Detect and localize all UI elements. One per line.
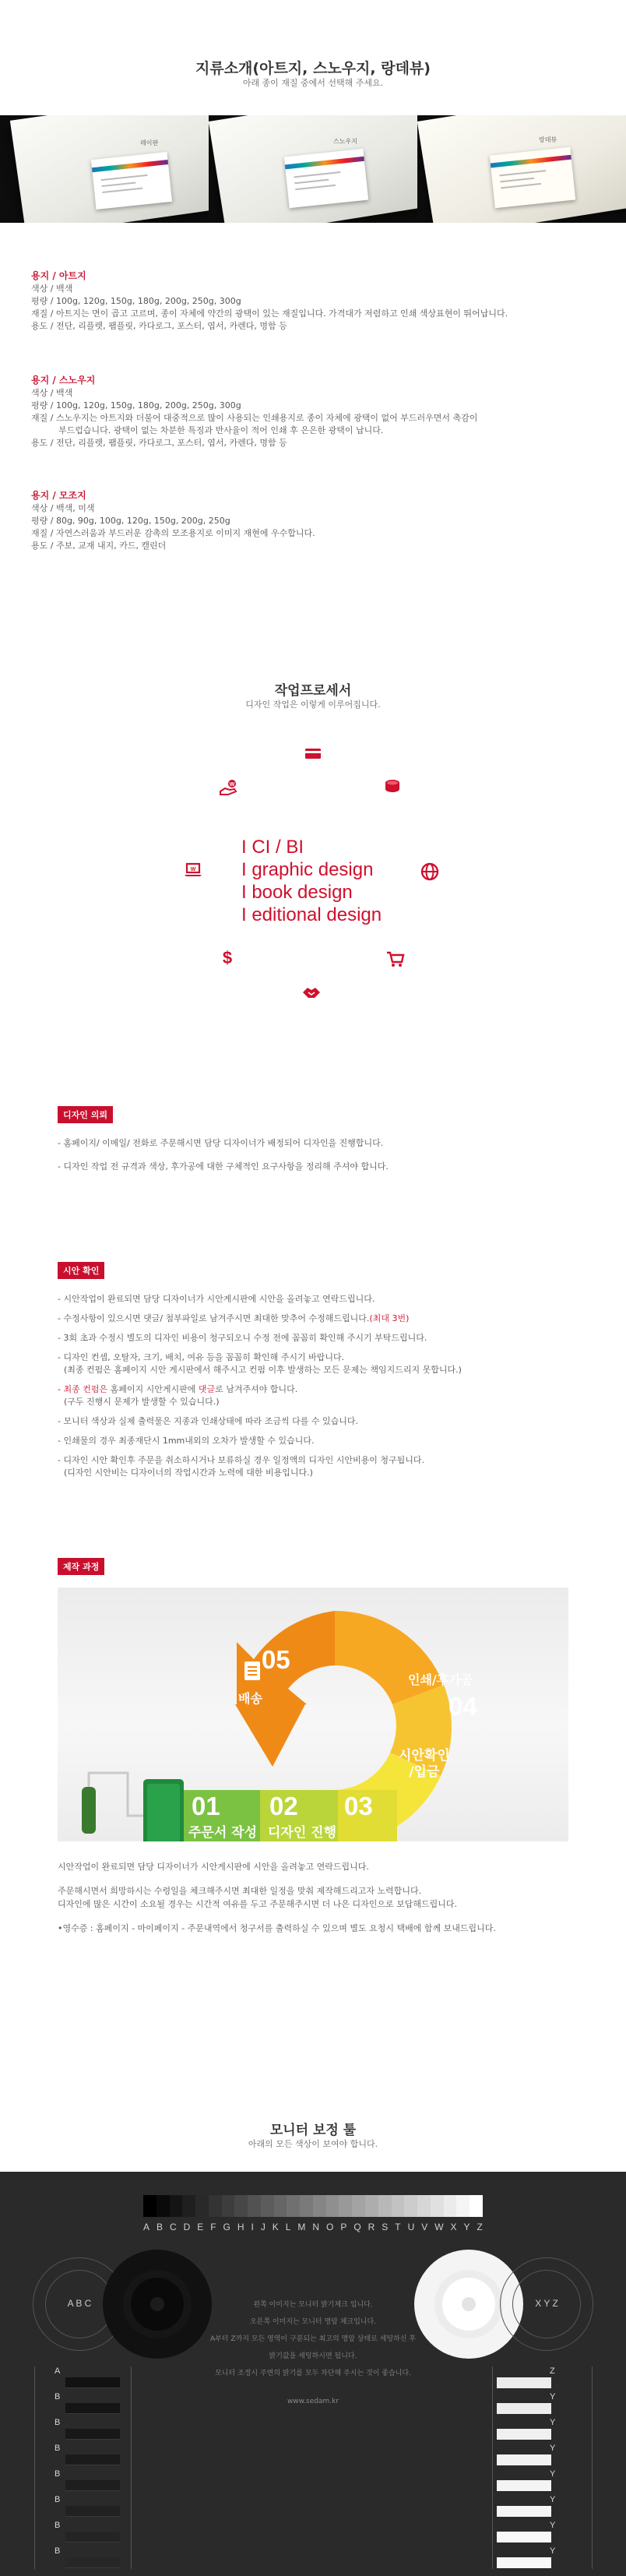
note-item: - 홈페이지/ 이메일/ 전화로 주문해시면 담당 디자이너가 배정되어 디자인을 진행합니다. bbox=[58, 1138, 384, 1148]
paper-title: 용지 / 아트지 bbox=[31, 270, 86, 281]
swatch bbox=[497, 2480, 551, 2491]
swatch-letter: A bbox=[55, 2366, 61, 2376]
paper-line: 용도 / 주보, 교재 내지, 카드, 캘린더 bbox=[31, 541, 167, 551]
step-03-label bbox=[399, 1748, 450, 1781]
swatch-letter: B bbox=[55, 2392, 61, 2402]
grayscale-step bbox=[326, 2195, 339, 2217]
grayscale-step bbox=[456, 2195, 470, 2217]
left-circle-label: A B C bbox=[67, 2298, 92, 2309]
note-item: - 모니터 색상과 실제 출력물은 지종과 인쇄상태에 따라 조금씩 다를 수 있습니다. bbox=[58, 1416, 358, 1426]
production-tag: 제작 과정 bbox=[58, 1558, 104, 1575]
note-text: - 디자인 시안 확인후 주문을 취소하시거나 보류하실 경우 일정액의 디자인 시안비용이 청구됩니다. bbox=[58, 1455, 424, 1465]
grayscale-letter: V bbox=[421, 2222, 428, 2232]
grayscale-step bbox=[170, 2195, 183, 2217]
instruction-line: 왼쪽 이미지는 모니터 밝기체크 입니다. bbox=[253, 2301, 373, 2309]
swatch bbox=[497, 2429, 551, 2440]
paper-block-snow bbox=[31, 374, 607, 449]
grayscale-bar bbox=[143, 2195, 483, 2217]
grayscale-step bbox=[431, 2195, 444, 2217]
note-item bbox=[58, 1313, 603, 1325]
note-highlight: 댓글 bbox=[198, 1384, 216, 1394]
note-item: - 디자인 작업 전 규격과 색상, 후가공에 대한 구체적인 요구사항을 정리해 주셔야 합니다. bbox=[58, 1161, 389, 1172]
handshake-icon bbox=[301, 981, 322, 1003]
process-ring bbox=[164, 728, 462, 1027]
paper-line: 평량 / 100g, 120g, 150g, 180g, 200g, 250g, 300g bbox=[31, 400, 241, 411]
grayscale-step bbox=[156, 2195, 170, 2217]
grayscale-step bbox=[195, 2195, 209, 2217]
production-notes bbox=[58, 1860, 603, 1935]
paper-photo-label: 레이판 bbox=[140, 139, 159, 146]
grayscale-letter: A bbox=[143, 2222, 150, 2232]
step-05-num: 05 bbox=[262, 1645, 290, 1674]
note-text: 홈페이지 시안게시판에 bbox=[107, 1384, 199, 1394]
note-sub: (최종 컨펌은 홈페이지 시안 게시판에서 해주시고 컨펌 이후 발생하는 모든 문제는 책임지드리지 못합니다.) bbox=[64, 1365, 462, 1375]
paper-line: 색상 / 백색 bbox=[31, 388, 73, 398]
step-01-num: 01 bbox=[192, 1792, 220, 1820]
swatch-letter: Y bbox=[550, 2392, 556, 2402]
grayscale-step bbox=[234, 2195, 248, 2217]
note-highlight: - 최종 컨펌은 bbox=[58, 1384, 108, 1394]
grayscale-letter: L bbox=[285, 2222, 291, 2232]
swatch bbox=[65, 2480, 120, 2491]
swatch bbox=[65, 2377, 120, 2388]
grayscale-letter: Y bbox=[463, 2222, 470, 2232]
grayscale-step bbox=[261, 2195, 274, 2217]
paper-line: 평량 / 100g, 120g, 150g, 180g, 200g, 250g, 300g bbox=[31, 296, 241, 306]
site-url: www.sedam.kr bbox=[287, 2398, 339, 2405]
grayscale-letters bbox=[143, 2222, 483, 2232]
swatch bbox=[65, 2557, 120, 2568]
production-ring-graphic bbox=[58, 1588, 568, 1841]
swatch-letter: Y bbox=[550, 2444, 556, 2453]
paper-intro-title: 지류소개(아트지, 스노우지, 랑데뷰) bbox=[195, 60, 431, 77]
note-item bbox=[58, 1454, 603, 1479]
grayscale-letter: P bbox=[340, 2222, 347, 2232]
grayscale-letter: R bbox=[368, 2222, 375, 2232]
process-subtitle: 디자인 작업은 이렇게 이루어집니다. bbox=[245, 700, 381, 710]
swatch bbox=[497, 2454, 551, 2465]
paper-photo-rendezvous bbox=[417, 115, 626, 223]
grayscale-letter: M bbox=[297, 2222, 306, 2232]
paper-line: 용도 / 전단, 리플렛, 팸플릿, 카다로그, 포스터, 엽서, 카렌다, 명함 등 bbox=[31, 438, 287, 448]
grayscale-letter: U bbox=[407, 2222, 415, 2232]
swatch-letter: B bbox=[55, 2469, 61, 2479]
note-item: - 인쇄물의 경우 최종재단시 1mm내외의 오차가 발생할 수 있습니다. bbox=[58, 1436, 315, 1446]
coin-stack-icon bbox=[382, 775, 403, 797]
grayscale-step bbox=[313, 2195, 326, 2217]
grayscale-letter: D bbox=[183, 2222, 191, 2232]
swatch bbox=[497, 2557, 551, 2568]
instruction-line: A부터 Z까지 모든 영역이 구분되는 최고의 명암 상태로 세팅하신 후 bbox=[209, 2335, 417, 2343]
confirm-notes bbox=[58, 1293, 603, 1486]
instruction-line: 밝기값을 세팅하시면 됩니다. bbox=[269, 2352, 357, 2360]
swatch-letter: Y bbox=[550, 2418, 556, 2427]
paper-photo-label: 스노우지 bbox=[333, 138, 357, 145]
confirm-tag: 시안 확인 bbox=[58, 1262, 104, 1279]
consult-tag: 디자인 의뢰 bbox=[58, 1106, 113, 1123]
note-text: - 디자인 컨셉, 오탈자, 크기, 배치, 여유 등을 꼼꼼히 확인해 주시기 바랍니다. bbox=[58, 1352, 345, 1362]
process-title: 작업프로세서 bbox=[274, 683, 352, 699]
swatch-letter: B bbox=[55, 2418, 61, 2427]
note-highlight: (최대 3번) bbox=[369, 1313, 410, 1323]
swatch-letter: B bbox=[55, 2546, 61, 2556]
paper-line: 재질 / 아트지는 면이 곱고 고르며, 종이 자체에 약간의 광택이 있는 재질입니다. 가격대가 저렴하고 인쇄 색상표현이 뛰어납니다. bbox=[31, 308, 508, 319]
grayscale-letter: G bbox=[223, 2222, 230, 2232]
grayscale-step bbox=[378, 2195, 392, 2217]
grayscale-letter: K bbox=[272, 2222, 279, 2232]
globe-icon bbox=[419, 861, 441, 883]
grayscale-step bbox=[352, 2195, 365, 2217]
swatch bbox=[497, 2377, 551, 2388]
laptop-icon bbox=[182, 859, 204, 881]
grayscale-letter: B bbox=[156, 2222, 163, 2232]
note-item: - 시안작업이 완료되면 담당 디자이너가 시안게시판에 시안을 올려놓고 연락드립니다. bbox=[58, 1294, 375, 1304]
step-01-label: 주문서 작성 bbox=[188, 1825, 258, 1841]
grayscale-step bbox=[274, 2195, 287, 2217]
swatch bbox=[65, 2454, 120, 2465]
note-text: 로 남겨주셔야 합니다. bbox=[215, 1384, 298, 1394]
note-item bbox=[58, 1351, 603, 1376]
swatch-letter: B bbox=[55, 2444, 61, 2453]
consult-notes bbox=[58, 1137, 603, 1180]
grayscale-letter: F bbox=[210, 2222, 216, 2232]
note-item: 시안작업이 완료되면 담당 디자이너가 시안게시판에 시안을 올려놓고 연락드립니다. bbox=[58, 1862, 369, 1872]
step-03-label-main: 시안확인 bbox=[399, 1748, 450, 1764]
note-sub: (디자인 시안비는 디자이너의 작업시간과 노력에 대한 비용입니다.) bbox=[64, 1468, 313, 1478]
grayscale-letter: Q bbox=[353, 2222, 361, 2232]
paper-line: 색상 / 백색 bbox=[31, 284, 73, 294]
svg-text:W: W bbox=[190, 867, 196, 872]
swatch bbox=[65, 2506, 120, 2517]
paper-line: 색상 / 백색, 미색 bbox=[31, 503, 95, 513]
grayscale-step bbox=[209, 2195, 222, 2217]
grayscale-letter: E bbox=[197, 2222, 204, 2232]
grayscale-letter: I bbox=[251, 2222, 254, 2232]
grayscale-step bbox=[470, 2195, 483, 2217]
step-03-num: 03 bbox=[344, 1792, 373, 1820]
paper-photo-art bbox=[0, 115, 209, 223]
monitor-calibration-panel bbox=[0, 2172, 626, 2576]
grayscale-letter: S bbox=[382, 2222, 389, 2232]
monitor-title: 모니터 보정 툴 bbox=[269, 2123, 357, 2138]
note-sub: (구두 진행시 문제가 발생할 수 있습니다.) bbox=[64, 1397, 220, 1407]
step-02-num: 02 bbox=[269, 1792, 298, 1820]
paper-line: 평량 / 80g, 90g, 100g, 120g, 150g, 200g, 250g bbox=[31, 516, 230, 526]
service-book: I book design bbox=[241, 882, 353, 903]
grayscale-step bbox=[300, 2195, 313, 2217]
swatch bbox=[497, 2506, 551, 2517]
grayscale-letter: C bbox=[169, 2222, 177, 2232]
swatch bbox=[65, 2403, 120, 2414]
svg-text:$: $ bbox=[222, 948, 233, 967]
step-04-num: 04 bbox=[448, 1692, 477, 1721]
step-02-label: 디자인 진행 bbox=[268, 1825, 337, 1841]
grayscale-step bbox=[339, 2195, 352, 2217]
right-swatch-column bbox=[494, 2366, 571, 2569]
grayscale-step bbox=[222, 2195, 235, 2217]
grayscale-step bbox=[248, 2195, 261, 2217]
design-service-list bbox=[241, 836, 382, 926]
left-swatch-column bbox=[55, 2366, 132, 2569]
service-graphic: I graphic design bbox=[241, 859, 374, 880]
paper-photo-strip bbox=[0, 115, 626, 223]
note-item: 디자인에 많은 시간이 소요될 경우는 시간적 여유를 두고 주문해주시면 더 나은 디자인으로 보답해드립니다. bbox=[58, 1899, 457, 1909]
grayscale-letter: Z bbox=[477, 2222, 483, 2232]
paper-intro-subtitle: 아래 종이 재질 중에서 선택해 주세요. bbox=[242, 78, 384, 88]
grayscale-letter: J bbox=[260, 2222, 266, 2232]
grayscale-letter: N bbox=[312, 2222, 320, 2232]
step-03-label-extra: /입금 bbox=[409, 1764, 440, 1780]
swatch-letter: Y bbox=[550, 2546, 556, 2556]
step-04-label: 인쇄/후가공 bbox=[408, 1672, 473, 1687]
svg-text:W: W bbox=[229, 782, 235, 788]
note-item bbox=[58, 1383, 603, 1408]
card-icon bbox=[302, 742, 324, 764]
grayscale-letter: O bbox=[326, 2222, 334, 2232]
note-item: - 3회 초과 수정시 별도의 디자인 비용이 청구되오니 수정 전에 꼼꼼히 확인해 주시기 부탁드립니다. bbox=[58, 1333, 427, 1343]
swatch bbox=[65, 2429, 120, 2440]
grayscale-letter: X bbox=[450, 2222, 457, 2232]
grayscale-step bbox=[444, 2195, 457, 2217]
instruction-line: 오른쪽 이미지는 모니터 명암 체크입니다. bbox=[249, 2318, 377, 2326]
grayscale-step bbox=[404, 2195, 417, 2217]
swatch-letter: Z bbox=[550, 2366, 555, 2376]
grayscale-letter: T bbox=[395, 2222, 401, 2232]
swatch bbox=[65, 2532, 120, 2543]
hand-coin-icon bbox=[218, 777, 240, 798]
grayscale-step bbox=[143, 2195, 156, 2217]
dollar-icon bbox=[216, 946, 238, 968]
swatch bbox=[497, 2403, 551, 2414]
grayscale-step bbox=[392, 2195, 405, 2217]
instruction-line: 모니터 조정시 주변의 밝기를 모두 차단해 주시는 것이 좋습니다. bbox=[215, 2370, 411, 2377]
paper-block-art bbox=[31, 270, 607, 333]
monitor-instructions bbox=[202, 2296, 424, 2410]
swatch-letter: B bbox=[55, 2521, 61, 2530]
cart-icon bbox=[385, 948, 406, 970]
service-ci-bi: I CI / BI bbox=[241, 837, 304, 858]
grayscale-letter: W bbox=[434, 2222, 444, 2232]
grayscale-step bbox=[365, 2195, 378, 2217]
swatch-letter: B bbox=[55, 2495, 61, 2504]
grayscale-letter: H bbox=[237, 2222, 244, 2232]
swatch bbox=[497, 2532, 551, 2543]
paper-line: 부드럽습니다. 광택이 없는 차분한 특징과 반사율이 적어 인쇄 후 은은한 광택이 납니다. bbox=[58, 425, 384, 435]
paper-title: 용지 / 모조지 bbox=[31, 490, 86, 501]
grayscale-step bbox=[287, 2195, 300, 2217]
note-text: - 수정사항이 있으시면 댓글/ 첨부파일로 남겨주시면 최대한 맞추어 수정해드립니다. bbox=[58, 1313, 370, 1323]
production-infographic bbox=[58, 1588, 568, 1841]
paper-photo-snow bbox=[209, 115, 417, 223]
swatch-letter: Y bbox=[550, 2495, 556, 2504]
grayscale-step bbox=[417, 2195, 431, 2217]
swatch-letter: Y bbox=[550, 2521, 556, 2530]
note-item: •영수증 : 홈페이지 - 마이페이지 - 주문내역에서 청구서를 출력하실 수 있으며 별도 요청시 택배에 함께 보내드립니다. bbox=[58, 1923, 496, 1933]
note-item: 주문해시면서 희망하시는 수령일을 체크해주시면 최대한 일정을 맞춰 제작해드리고자 노력합니다. bbox=[58, 1886, 422, 1896]
paper-line: 재질 / 자연스러움과 부드러운 감촉의 모조용지로 이미지 재현에 우수합니다. bbox=[31, 528, 315, 538]
paper-line: 용도 / 전단, 리플렛, 팸플릿, 카다로그, 포스터, 엽서, 카렌다, 명함 등 bbox=[31, 321, 287, 331]
paper-line: 재질 / 스노우지는 아트지와 더불어 대중적으로 많이 사용되는 인쇄용지로 종이 자체에 광택이 없어 부드러우면서 촉감이 bbox=[31, 413, 478, 423]
service-editional: I editional design bbox=[241, 904, 382, 925]
monitor-subtitle: 아래의 모든 색상이 보여야 합니다. bbox=[248, 2139, 378, 2149]
right-circle-label: X Y Z bbox=[535, 2298, 558, 2309]
step-05-label: 배송 bbox=[238, 1691, 262, 1706]
swatch-letter: Y bbox=[550, 2469, 556, 2479]
paper-block-mojo bbox=[31, 489, 607, 552]
paper-title: 용지 / 스노우지 bbox=[31, 375, 96, 386]
grayscale-step bbox=[182, 2195, 195, 2217]
paper-photo-label: 랑데뷰 bbox=[539, 136, 557, 143]
